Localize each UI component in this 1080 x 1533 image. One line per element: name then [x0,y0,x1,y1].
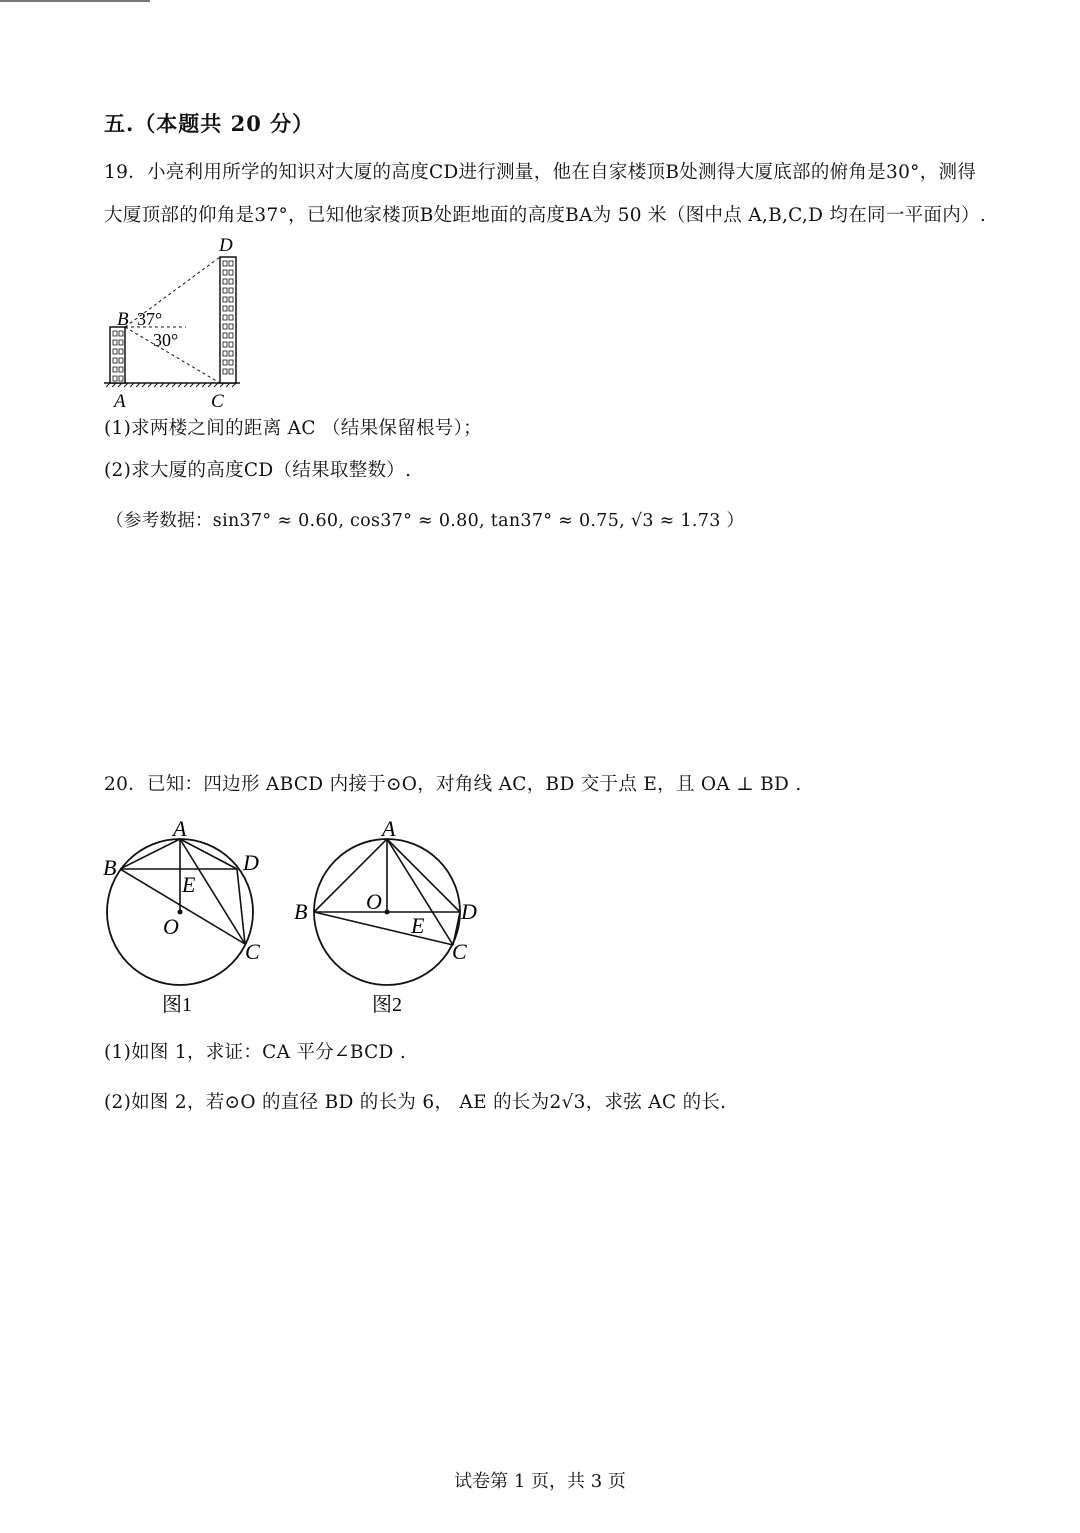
fig2-label-B: B [294,899,308,924]
fig2-caption: 图2 [372,994,402,1016]
q20-part1: (1)如图 1，求证：CA 平分∠BCD . [104,1042,407,1063]
q19-part2: (2)求大厦的高度CD（结果取整数）. [104,460,412,481]
label-A: A [114,391,126,410]
section-title: 五.（本题共 20 分） [104,111,315,136]
fig2-label-D: D [461,899,477,924]
fig2-label-C: C [452,939,467,964]
q19-figure [100,232,250,410]
q20-stem: 20．已知：四边形 ABCD 内接于⊙O，对角线 AC，BD 交于点 E，且 OA ⊥ BD . [104,774,802,795]
center-dot-fig2 [385,910,390,915]
tall-building [220,257,236,383]
fig1-label-E: E [182,872,196,897]
fig1-label-B: B [103,855,117,880]
fig2-label-O: O [366,889,382,914]
q19-reference-data: （参考数据：sin37° ≈ 0.60, cos37° ≈ 0.80, tan37° ≈ 0.75, √3 ≈ 1.73 ） [106,511,745,531]
label-C: C [211,391,224,410]
top-rule [0,0,150,2]
fig1-label-C: C [245,939,260,964]
q20-part2: (2)如图 2，若⊙O 的直径 BD 的长为 6， AE 的长为2√3，求弦 AC 的长. [104,1092,727,1113]
fig1-label-O: O [163,914,179,939]
fig1-label-D: D [243,850,259,875]
fig1-caption: 图1 [162,994,192,1016]
q19-stem-line2: 大厦顶部的仰角是37°，已知他家楼顶B处距地面的高度BA为 50 米（图中点 A,B,C,D 均在同一平面内）. [104,205,987,226]
label-D: D [219,235,233,256]
fig1-label-A: A [173,816,187,841]
q20-figure2 [288,812,498,1022]
fig2-lines [314,839,460,945]
page-footer: 试卷第 1 页，共 3 页 [454,1471,626,1492]
angle-37: 37° [137,309,163,329]
q19-part1: (1)求两楼之间的距离 AC （结果保留根号）； [104,418,482,439]
q20-figure1 [98,812,278,1022]
label-B: B [117,309,129,330]
fig2-label-E: E [411,913,425,938]
fig2-label-A: A [382,816,396,841]
angle-30: 30° [153,330,179,350]
q19-stem-line1: 19．小亮利用所学的知识对大厦的高度CD进行测量，他在自家楼顶B处测得大厦底部的俯角是30°，测得 [104,162,977,183]
